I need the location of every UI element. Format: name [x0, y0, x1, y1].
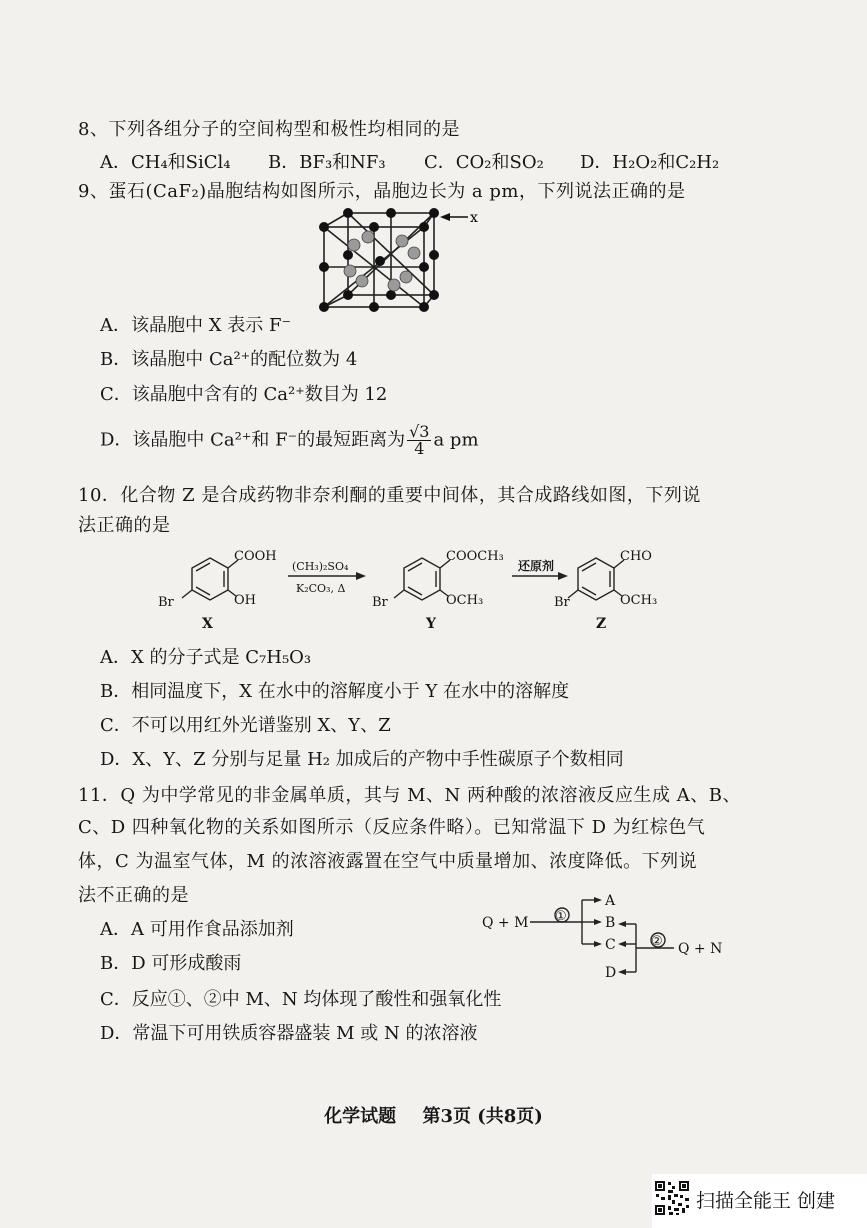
y-cooch3-label: COOCH₃ [446, 549, 504, 564]
footer-page-number: 第3页 (共8页) [422, 1106, 543, 1127]
q8-option-b: B．BF₃和NF₃ [268, 152, 386, 173]
q9-option-c: C．该晶胞中含有的 Ca²⁺数目为 12 [100, 384, 388, 405]
fraction-denominator: 4 [414, 439, 425, 458]
q10-option-c: C．不可以用红外光谱鉴别 X、Y、Z [100, 715, 391, 736]
reaction-1-marker: ① [555, 909, 567, 924]
reaction-2-marker: ② [651, 934, 663, 949]
q9-option-d-text: D．该晶胞中 Ca²⁺和 F⁻的最短距离为 [100, 429, 406, 451]
label-compound-x: X [202, 616, 213, 632]
q8-stem: 8、下列各组分子的空间构型和极性均相同的是 [78, 119, 460, 140]
diagram-node-b: B [605, 915, 616, 931]
q8-option-c: C．CO₂和SO₂ [424, 152, 544, 173]
y-och3-label: OCH₃ [446, 593, 484, 608]
distance-fraction [407, 424, 431, 457]
y-br-label: Br [372, 595, 388, 610]
synthesis-scheme [150, 540, 690, 632]
fluorite-unit-cell-figure [310, 205, 500, 320]
reagent-2: 还原剂 [518, 559, 555, 573]
reaction-relation-diagram [478, 892, 728, 987]
q10-option-a: A．X 的分子式是 C₇H₅O₃ [100, 647, 312, 668]
q10-stem-line1: 10．化合物 Z 是合成药物非奈利酮的重要中间体，其合成路线如图，下列说 [78, 485, 701, 506]
q8-option-d: D．H₂O₂和C₂H₂ [580, 152, 720, 173]
label-compound-z: Z [596, 616, 607, 632]
q11-option-c: C．反应①、②中 M、N 均体现了酸性和强氧化性 [100, 989, 502, 1010]
diagram-q-plus-n: Q + N [678, 941, 723, 957]
z-br-label: Br [554, 595, 570, 610]
q11-option-b: B．D 可形成酸雨 [100, 953, 242, 974]
scanner-watermark [652, 1174, 867, 1228]
page-footer [0, 1102, 867, 1128]
reagent-1-top: (CH₃)₂SO₄ [292, 560, 349, 573]
label-compound-y: Y [426, 616, 436, 632]
diagram-node-c: C [605, 937, 616, 953]
x-oh-label: OH [234, 593, 256, 608]
footer-title: 化学试题 [324, 1106, 397, 1127]
x-cooh-label: COOH [234, 549, 277, 564]
figure-label-x: x [470, 210, 478, 226]
q11-option-a: A．A 可用作食品添加剂 [100, 919, 294, 940]
q11-stem-line3: 体，C 为温室气体，M 的浓溶液露置在空气中质量增加、浓度降低。下列说 [78, 851, 698, 872]
q9-option-a: A．该晶胞中 X 表示 F⁻ [100, 315, 291, 336]
x-br-label: Br [158, 595, 174, 610]
q10-stem-line2: 法正确的是 [78, 515, 171, 536]
q11-stem-line4: 法不正确的是 [78, 885, 189, 906]
q11-stem-line1: 11．Q 为中学常见的非金属单质，其与 M、N 两种酸的浓溶液反应生成 A、B、 [78, 785, 741, 806]
q9-option-d-unit: a pm [433, 429, 479, 451]
diagram-node-d: D [605, 965, 617, 981]
diagram-q-plus-m: Q + M [482, 915, 529, 931]
q11-stem-line2: C、D 四种氧化物的关系如图所示（反应条件略）。已知常温下 D 为红棕色气 [78, 817, 706, 838]
q9-stem: 9、蛋石(CaF₂)晶胞结构如图所示，晶胞边长为 a pm，下列说法正确的是 [78, 181, 686, 202]
z-och3-label: OCH₃ [620, 593, 658, 608]
q9-option-d [100, 424, 479, 457]
watermark-text: 扫描全能王 创建 [696, 1190, 836, 1212]
reagent-1-bottom: K₂CO₃, Δ [296, 582, 346, 595]
q10-option-b: B．相同温度下，X 在水中的溶解度小于 Y 在水中的溶解度 [100, 681, 570, 702]
z-cho-label: CHO [620, 549, 652, 564]
q10-option-d: D．X、Y、Z 分别与足量 H₂ 加成后的产物中手性碳原子个数相同 [100, 749, 624, 770]
q8-option-a: A．CH₄和SiCl₄ [100, 152, 231, 173]
diagram-node-a: A [605, 893, 616, 909]
qr-code-icon [654, 1180, 690, 1216]
q9-option-b: B．该晶胞中 Ca²⁺的配位数为 4 [100, 349, 358, 370]
q11-option-d: D．常温下可用铁质容器盛装 M 或 N 的浓溶液 [100, 1023, 478, 1044]
fraction-numerator: √3 [409, 422, 430, 441]
